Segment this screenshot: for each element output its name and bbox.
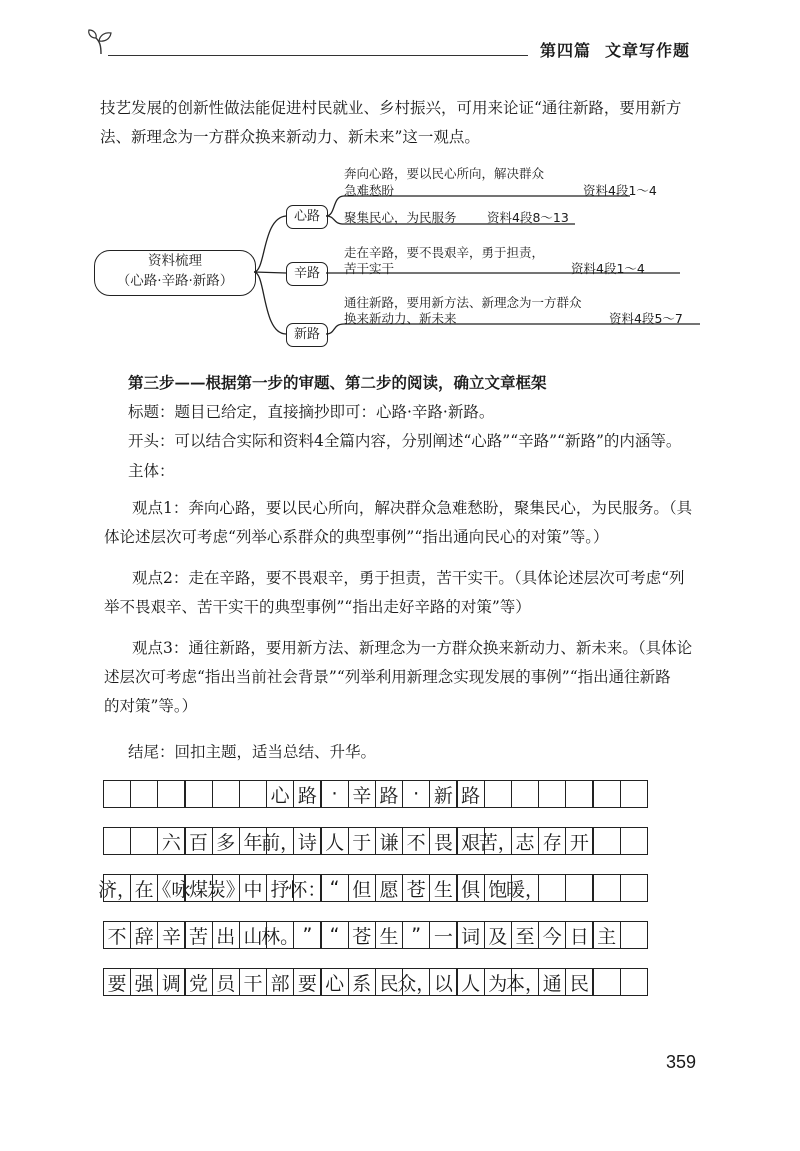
mindmap-item-source: 资料4段1～4 (571, 261, 645, 276)
essay-grid-cell: 艰 (456, 827, 485, 855)
essay-grid-cell: 民 (565, 968, 594, 996)
framework-body-label: 主体： (128, 462, 175, 480)
essay-grid-row (104, 827, 648, 855)
mindmap-root-title: 资料梳理 (148, 253, 202, 269)
essay-grid-cell: · (402, 780, 431, 808)
essay-grid-cell: 辛 (348, 780, 377, 808)
essay-grid-cell (239, 780, 268, 808)
essay-grid-cell: 抒 (266, 874, 295, 902)
essay-grid-cell: 但 (348, 874, 377, 902)
mindmap-item-source: 资料4段5～7 (609, 311, 683, 326)
essay-grid-cell (184, 780, 213, 808)
viewpoint-line: 观点2：走在辛路，要不畏艰辛，勇于担责，苦干实干。（具体论述层次可考虑“列 (132, 569, 685, 587)
essay-grid-cell: “ (320, 874, 349, 902)
essay-grid-cell: 中 (239, 874, 268, 902)
essay-grid-cell: 畏 (429, 827, 458, 855)
essay-grid-cell: 要 (293, 968, 322, 996)
essay-grid-cell: 调 (157, 968, 186, 996)
viewpoint-1 (104, 494, 704, 552)
essay-grid-cell: · (320, 780, 349, 808)
essay-grid-cell: 本， (511, 968, 540, 996)
essay-grid-cell: 苍 (348, 921, 377, 949)
essay-grid-cell: 路 (293, 780, 322, 808)
mindmap-item-source: 资料4段1～4 (583, 183, 657, 198)
essay-grid-cell: 谦 (375, 827, 404, 855)
essay-grid-cell: 前， (266, 827, 295, 855)
mindmap-item-text: 急难愁盼 (344, 183, 395, 198)
essay-grid-row (104, 921, 648, 949)
essay-grid-cell: 生 (375, 921, 404, 949)
essay-grid-cell: 俱 (456, 874, 485, 902)
essay-grid-cell: 员 (212, 968, 241, 996)
viewpoint-line: 观点3：通往新路，要用新方法、新理念为一方群众换来新动力、新未来。（具体论 (132, 639, 693, 657)
viewpoint-line: 举不畏艰辛、苦干实干的典型事例”“指出走好辛路的对策”等） (104, 598, 531, 616)
mindmap-branch-xinlu: 心路 (286, 205, 328, 229)
essay-grid-cell: ” (293, 921, 322, 949)
essay-grid-cell: 党 (184, 968, 213, 996)
intro-line: 技艺发展的创新性做法能促进村民就业、乡村振兴，可用来论证“通往新路，要用新方 (100, 99, 682, 117)
essay-grid-cell: 怀： (293, 874, 322, 902)
essay-grid-cell: 于 (348, 827, 377, 855)
essay-grid-cell (620, 827, 649, 855)
mindmap-item-text: 通往新路，要用新方法、新理念为一方群众 (344, 295, 582, 310)
essay-grid-cell: 词 (456, 921, 485, 949)
essay-grid-cell: 今 (538, 921, 567, 949)
essay-grid-cell: 人 (320, 827, 349, 855)
framework-title-line: 标题：题目已给定，直接摘抄即可：心路·辛路·新路。 (128, 403, 495, 421)
essay-grid-cell: 在 (130, 874, 159, 902)
essay-grid-cell: 苦， (484, 827, 513, 855)
viewpoint-line: 体论述层次可考虑“列举心系群众的典型事例”“指出通向民心的对策”等。） (104, 528, 609, 546)
essay-grid-cell (592, 780, 621, 808)
essay-grid-cell: 至 (511, 921, 540, 949)
essay-grid-cell (103, 827, 132, 855)
essay-grid-cell (130, 827, 159, 855)
mindmap-item-text: 聚集民心，为民服务 (344, 210, 457, 225)
mindmap-branch-xinlu-new: 新路 (286, 323, 328, 347)
essay-grid-cell (592, 968, 621, 996)
essay-grid-cell: 出 (212, 921, 241, 949)
essay-grid-cell: 林。 (266, 921, 295, 949)
essay-grid-cell: 部 (266, 968, 295, 996)
essay-grid-cell (103, 780, 132, 808)
essay-grid-cell: 年 (239, 827, 268, 855)
essay-grid-cell: 六 (157, 827, 186, 855)
essay-grid-cell: 为 (484, 968, 513, 996)
essay-grid-cell (620, 968, 649, 996)
essay-grid-row (104, 780, 648, 808)
essay-grid-cell: 通 (538, 968, 567, 996)
mindmap-root-subtitle: （心路·辛路·新路） (116, 273, 234, 289)
mindmap-item-source: 资料4段8～13 (487, 210, 569, 225)
essay-grid-cell (157, 780, 186, 808)
essay-grid-cell: 炭》 (212, 874, 241, 902)
viewpoint-3 (104, 634, 704, 721)
essay-grid-cell: 及 (484, 921, 513, 949)
essay-grid-cell: 一 (429, 921, 458, 949)
essay-grid-cell: 新 (429, 780, 458, 808)
essay-grid-cell: 暖， (511, 874, 540, 902)
essay-grid-cell: 愿 (375, 874, 404, 902)
viewpoint-2 (104, 564, 704, 622)
essay-grid-cell: 路 (456, 780, 485, 808)
framework-opening-line: 开头：可以结合实际和资料4全篇内容，分别阐述“心路”“辛路”“新路”的内涵等。 (128, 432, 682, 450)
essay-grid-cell: “ (320, 921, 349, 949)
essay-grid-cell: 开 (565, 827, 594, 855)
essay-grid-cell: 存 (538, 827, 567, 855)
mindmap-branch-xinlu-hard: 辛路 (286, 262, 328, 286)
essay-grid-cell (620, 780, 649, 808)
essay-grid-cell: 系 (348, 968, 377, 996)
essay-grid-cell (484, 780, 513, 808)
essay-grid-cell: 不 (402, 827, 431, 855)
essay-grid-cell (538, 780, 567, 808)
essay-grid-cell (538, 874, 567, 902)
essay-grid-cell: 百 (184, 827, 213, 855)
step3-heading: 第三步——根据第一步的审题、第二步的阅读，确立文章框架 (128, 373, 547, 392)
essay-grid-cell: ” (402, 921, 431, 949)
essay-grid-cell: 《咏 (157, 874, 186, 902)
essay-grid-cell (592, 827, 621, 855)
essay-grid-cell: 辞 (130, 921, 159, 949)
essay-grid-cell (565, 874, 594, 902)
essay-grid-cell: 苦 (184, 921, 213, 949)
essay-grid-cell: 生 (429, 874, 458, 902)
essay-grid-cell: 心 (320, 968, 349, 996)
mindmap-item-text: 苦干实干 (344, 261, 395, 276)
essay-grid-cell: 心 (266, 780, 295, 808)
essay-grid-cell: 苍 (402, 874, 431, 902)
essay-grid-cell: 煤 (184, 874, 213, 902)
essay-grid-cell (592, 874, 621, 902)
essay-grid-cell (212, 780, 241, 808)
mindmap-item-text: 换来新动力、新未来 (344, 311, 457, 326)
header-chapter: 文章写作题 (605, 41, 691, 60)
essay-grid-cell: 日 (565, 921, 594, 949)
essay-grid-cell: 不 (103, 921, 132, 949)
mindmap-root (94, 250, 256, 296)
essay-grid-cell: 强 (130, 968, 159, 996)
essay-grid-row (104, 968, 648, 996)
viewpoint-line: 观点1：奔向心路，要以民心所向，解决群众急难愁盼，聚集民心，为民服务。（具 (132, 499, 693, 517)
mindmap-item-text: 走在辛路，要不畏艰辛，勇于担责， (344, 245, 545, 260)
essay-grid-cell: 志 (511, 827, 540, 855)
essay-grid-cell (511, 780, 540, 808)
essay-grid-cell: 以 (429, 968, 458, 996)
essay-grid-cell: 干 (239, 968, 268, 996)
essay-grid-cell: 饱 (484, 874, 513, 902)
essay-grid-cell (565, 780, 594, 808)
essay-grid-cell: 辛 (157, 921, 186, 949)
essay-grid-cell (130, 780, 159, 808)
essay-grid-row (97, 874, 648, 902)
essay-grid-cell: 人 (456, 968, 485, 996)
viewpoint-line: 的对策”等。） (104, 697, 198, 715)
essay-grid-cell: 主 (592, 921, 621, 949)
essay-grid-cell: 要 (103, 968, 132, 996)
essay-grid-cell (620, 921, 649, 949)
mindmap-item-text: 奔向心路，要以民心所向，解决群众 (344, 166, 545, 181)
framework-ending-line: 结尾：回扣主题，适当总结、升华。 (128, 743, 377, 761)
essay-grid-cell: 济， (103, 874, 132, 902)
page-number: 359 (666, 1052, 697, 1072)
essay-grid-cell (620, 874, 649, 902)
viewpoint-line: 述层次可考虑“指出当前社会背景”“列举利用新理念实现发展的事例”“指出通往新路 (104, 668, 671, 686)
intro-line: 法、新理念为一方群众换来新动力、新未来”这一观点。 (100, 128, 480, 146)
essay-grid-cell: 山 (239, 921, 268, 949)
essay-grid-cell: 诗 (293, 827, 322, 855)
essay-grid-cell: 多 (212, 827, 241, 855)
essay-grid-cell: 众， (402, 968, 431, 996)
essay-grid-cell: 路 (375, 780, 404, 808)
essay-grid-cell: 民 (375, 968, 404, 996)
header-part: 第四篇 (540, 41, 592, 60)
